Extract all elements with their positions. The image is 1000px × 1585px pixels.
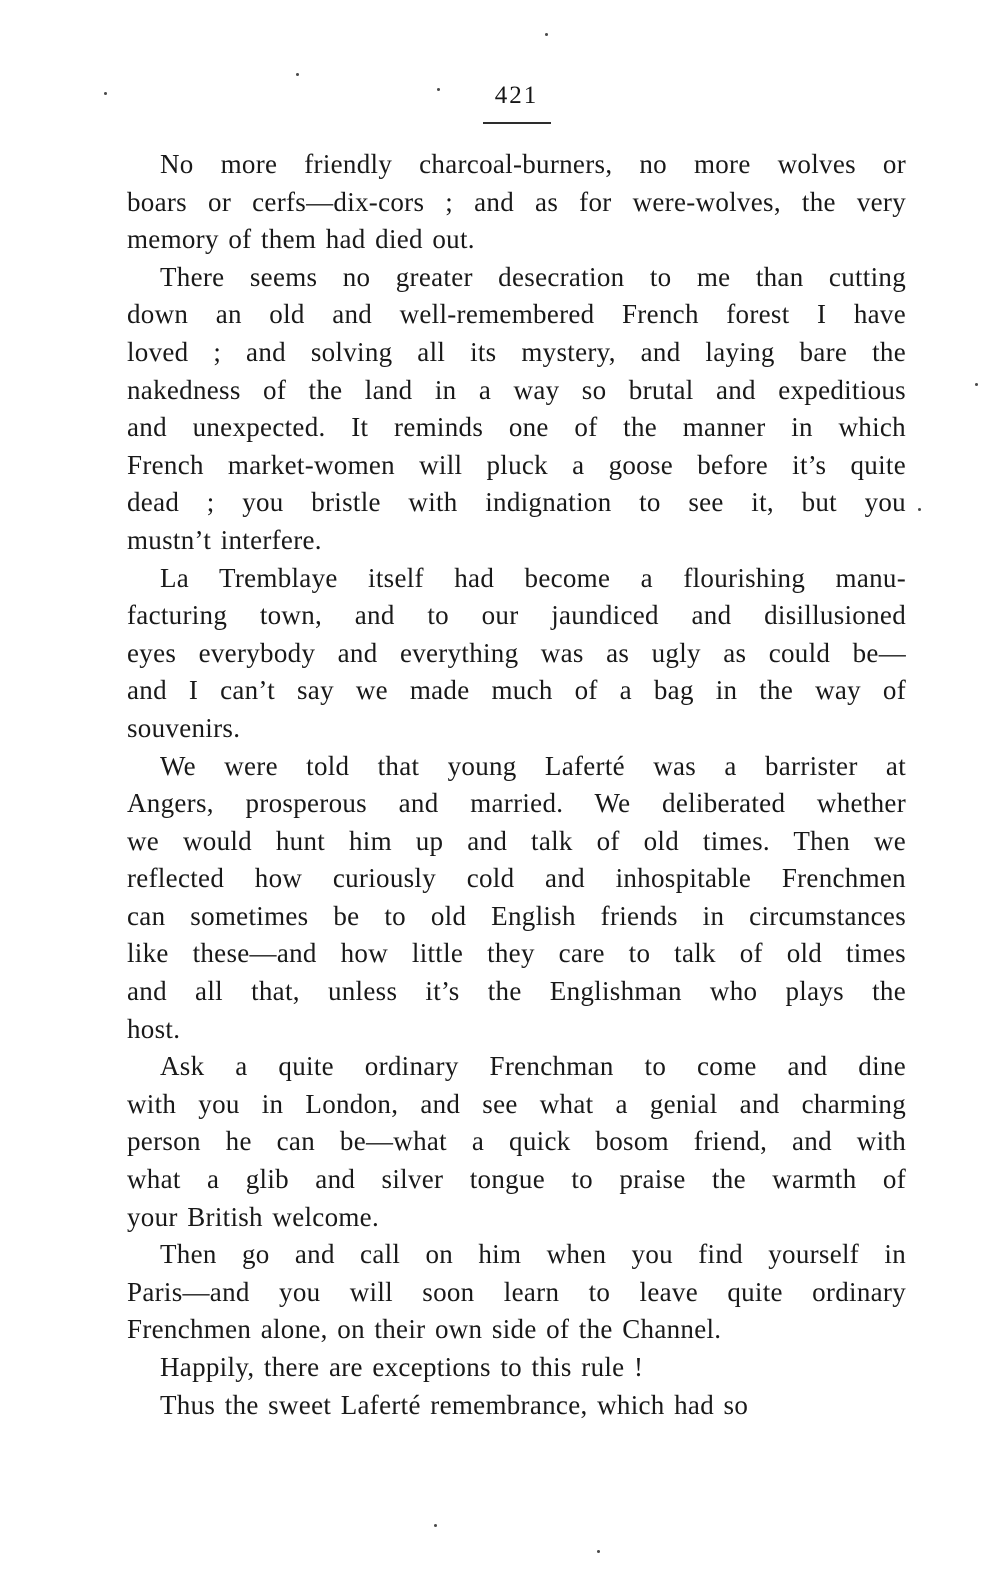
text-line: like these—and how little they care to talk of old times <box>127 938 906 969</box>
text-line: boars or cerfs—dix-cors ; and as for were-wolves, the very <box>127 186 906 217</box>
text-line: La Tremblaye itself had become a flourishing manu- <box>160 562 906 593</box>
text-line: and unexpected. It reminds one of the manner in which <box>127 412 906 443</box>
text-line: and all that, unless it’s the Englishman who plays the <box>127 976 906 1007</box>
text-line: Paris—and you will soon learn to leave quite ordinary <box>127 1276 906 1307</box>
text-line: No more friendly charcoal-burners, no more wolves or <box>160 149 906 179</box>
scan-speck <box>918 508 921 511</box>
scan-speck <box>597 1550 600 1553</box>
scan-speck <box>296 73 299 76</box>
text-line: facturing town, and to our jaundiced and disillusioned <box>127 600 906 631</box>
text-line: memory of them had died out. <box>127 224 475 255</box>
text-line: mustn’t interfere. <box>127 524 322 555</box>
text-line: loved ; and solving all its mystery, and laying bare the <box>127 336 906 367</box>
text-line: Frenchmen alone, on their own side of the Channel. <box>127 1314 722 1345</box>
text-line: Ask a quite ordinary Frenchman to come and dine <box>160 1051 906 1082</box>
scan-speck <box>437 88 440 91</box>
scan-speck <box>104 92 107 95</box>
text-line: Then go and call on him when you find yourself in <box>160 1239 906 1270</box>
text-line: your British welcome. <box>127 1201 380 1232</box>
page-number: 421 <box>494 82 539 109</box>
text-line: we would hunt him up and talk of old times. Then we <box>127 825 906 856</box>
text-line: Thus the sweet Laferté remembrance, which had so <box>160 1389 749 1420</box>
text-line: We were told that young Laferté was a barrister at <box>160 750 906 781</box>
scan-speck <box>434 1524 437 1527</box>
scan-speck <box>975 383 978 386</box>
text-line: Happily, there are exceptions to this rule ! <box>160 1352 644 1382</box>
text-line: with you in London, and see what a genial and charming <box>127 1088 906 1119</box>
text-line: host. <box>127 1013 181 1044</box>
scan-speck <box>545 33 548 36</box>
text-line: reflected how curiously cold and inhospitable Frenchmen <box>127 863 906 894</box>
text-line: down an old and well-remembered French forest I have <box>127 299 906 330</box>
text-line: dead ; you bristle with indignation to see it, but you <box>127 487 906 518</box>
text-line: person he can be—what a quick bosom friend, and with <box>127 1126 906 1157</box>
text-line: nakedness of the land in a way so brutal and expeditious <box>127 374 906 405</box>
text-line: what a glib and silver tongue to praise the warmth of <box>127 1164 906 1195</box>
text-line: can sometimes be to old English friends in circumstances <box>127 900 906 931</box>
text-line: French market-women will pluck a goose before it’s quite <box>127 449 906 480</box>
text-line: eyes everybody and everything was as ugly as could be— <box>127 637 906 668</box>
text-block <box>127 146 906 1424</box>
text-line: and I can’t say we made much of a bag in the way of <box>127 675 906 706</box>
page-number-rule <box>483 122 551 124</box>
text-line: souvenirs. <box>127 712 241 743</box>
text-line: There seems no greater desecration to me than cutting <box>160 261 906 292</box>
text-line: Angers, prosperous and married. We deliberated whether <box>127 788 906 819</box>
